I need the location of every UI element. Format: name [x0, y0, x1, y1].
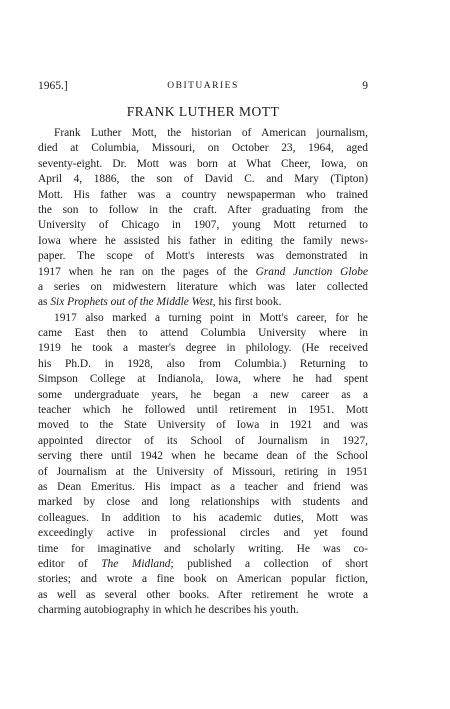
text-segment: 1917 also marked a turning point in Mott's career, for he: [54, 311, 368, 324]
italic-title-text: The Midland: [101, 557, 171, 570]
text-line: [38, 449, 368, 464]
text-segment: stories; and wrote a fine book on American popular fiction,: [38, 573, 368, 586]
text-line: [38, 188, 368, 203]
text-line: [38, 418, 368, 433]
text-segment: his Ph.D. in 1928, also from Columbia.) Returning to: [38, 357, 368, 370]
text-line: [38, 157, 368, 172]
text-segment: came East then to attend Columbia University where in: [38, 327, 368, 340]
text-segment: Simpson College at Indianola, Iowa, where he had spent: [38, 373, 368, 386]
text-segment: April 4, 1886, the son of David C. and Mary (Tipton): [38, 173, 368, 186]
text-segment: 1919 he took a master's degree in philology. (He received: [38, 342, 368, 355]
text-line: [38, 511, 368, 526]
text-segment: as: [38, 296, 51, 309]
text-line: [38, 311, 368, 326]
text-segment: 1917 when he ran on the pages of the: [38, 265, 256, 278]
text-segment: charming autobiography in which he describes his youth.: [38, 604, 299, 617]
text-line: [38, 465, 368, 480]
text-line: [38, 126, 368, 141]
text-line: [38, 295, 368, 310]
text-line: [38, 218, 368, 233]
text-segment: marked by close and long relationships with students and: [38, 496, 368, 509]
text-segment: as Dean Emeritus. His impact as a teacher and friend was: [38, 480, 368, 493]
text-segment: University of Chicago in 1907, young Mott returned to: [38, 219, 368, 232]
text-line: [38, 141, 368, 156]
obituary-body: [38, 126, 368, 619]
text-line: [38, 557, 368, 572]
text-segment: as well as several other books. After retirement he wrote a: [38, 588, 368, 601]
text-segment: colleagues. In addition to his academic duties, Mott was: [38, 511, 368, 524]
text-line: [38, 603, 368, 618]
text-segment: teacher which he followed until retirement in 1951. Mott: [38, 404, 368, 417]
text-segment: paper. The scope of Mott's interests was demonstrated in: [38, 250, 368, 263]
text-line: [38, 542, 368, 557]
article-title: FRANK LUTHER MOTT: [126, 104, 280, 119]
page-number: 9: [362, 80, 368, 92]
text-line: [38, 280, 368, 295]
text-segment: , his first book.: [212, 296, 282, 309]
text-segment: Iowa where he assisted his father in editing the family news-: [38, 234, 368, 247]
text-segment: a series on midwestern literature which was later collected: [38, 280, 368, 293]
running-head: [38, 80, 368, 96]
volume-year: 1965.]: [38, 80, 68, 92]
text-segment: Mott. His father was a country newspaperman who trained: [38, 188, 368, 201]
text-line: [38, 234, 368, 249]
text-segment: of Journalism at the University of Missouri, retiring in 1951: [38, 465, 368, 478]
text-segment: the son to follow in the craft. After graduating from the: [38, 203, 368, 216]
text-line: [38, 526, 368, 541]
paragraph: [38, 126, 368, 311]
text-line: [38, 388, 368, 403]
text-line: [38, 357, 368, 372]
text-line: [38, 572, 368, 587]
text-line: [38, 403, 368, 418]
text-segment: serving there until 1942 when he became dean of the School: [38, 450, 368, 463]
text-segment: editor of: [38, 557, 102, 570]
text-segment: time for imaginative and scholarly writing. He was co-: [38, 542, 368, 555]
text-line: [38, 495, 368, 510]
text-segment: ; published a collection of short: [170, 557, 368, 570]
italic-title-text: Six Prophets out of the Middle West: [50, 296, 213, 309]
text-line: [38, 372, 368, 387]
text-segment: exceedingly active in professional circles and yet found: [38, 527, 368, 540]
text-line: [38, 588, 368, 603]
text-segment: Frank Luther Mott, the historian of American journalism,: [54, 127, 368, 139]
text-segment: some undergraduate years, he began a new career as a: [38, 388, 368, 401]
text-segment: appointed director of its School of Journalism in 1927,: [38, 434, 368, 447]
section-title: OBITUARIES: [167, 81, 239, 91]
text-line: [38, 203, 368, 218]
paragraph: [38, 311, 368, 619]
text-line: [38, 249, 368, 264]
text-line: [38, 326, 368, 341]
text-line: [38, 480, 368, 495]
text-line: [38, 172, 368, 187]
text-segment: moved to the State University of Iowa in 1921 and was: [38, 419, 368, 432]
text-line: [38, 265, 368, 280]
text-line: [38, 341, 368, 356]
text-segment: seventy-eight. Dr. Mott was born at What Cheer, Iowa, on: [38, 157, 368, 170]
italic-title-text: Grand Junction Globe: [255, 265, 368, 278]
text-segment: died at Columbia, Missouri, on October 23, 1964, aged: [38, 142, 368, 155]
text-line: [38, 434, 368, 449]
